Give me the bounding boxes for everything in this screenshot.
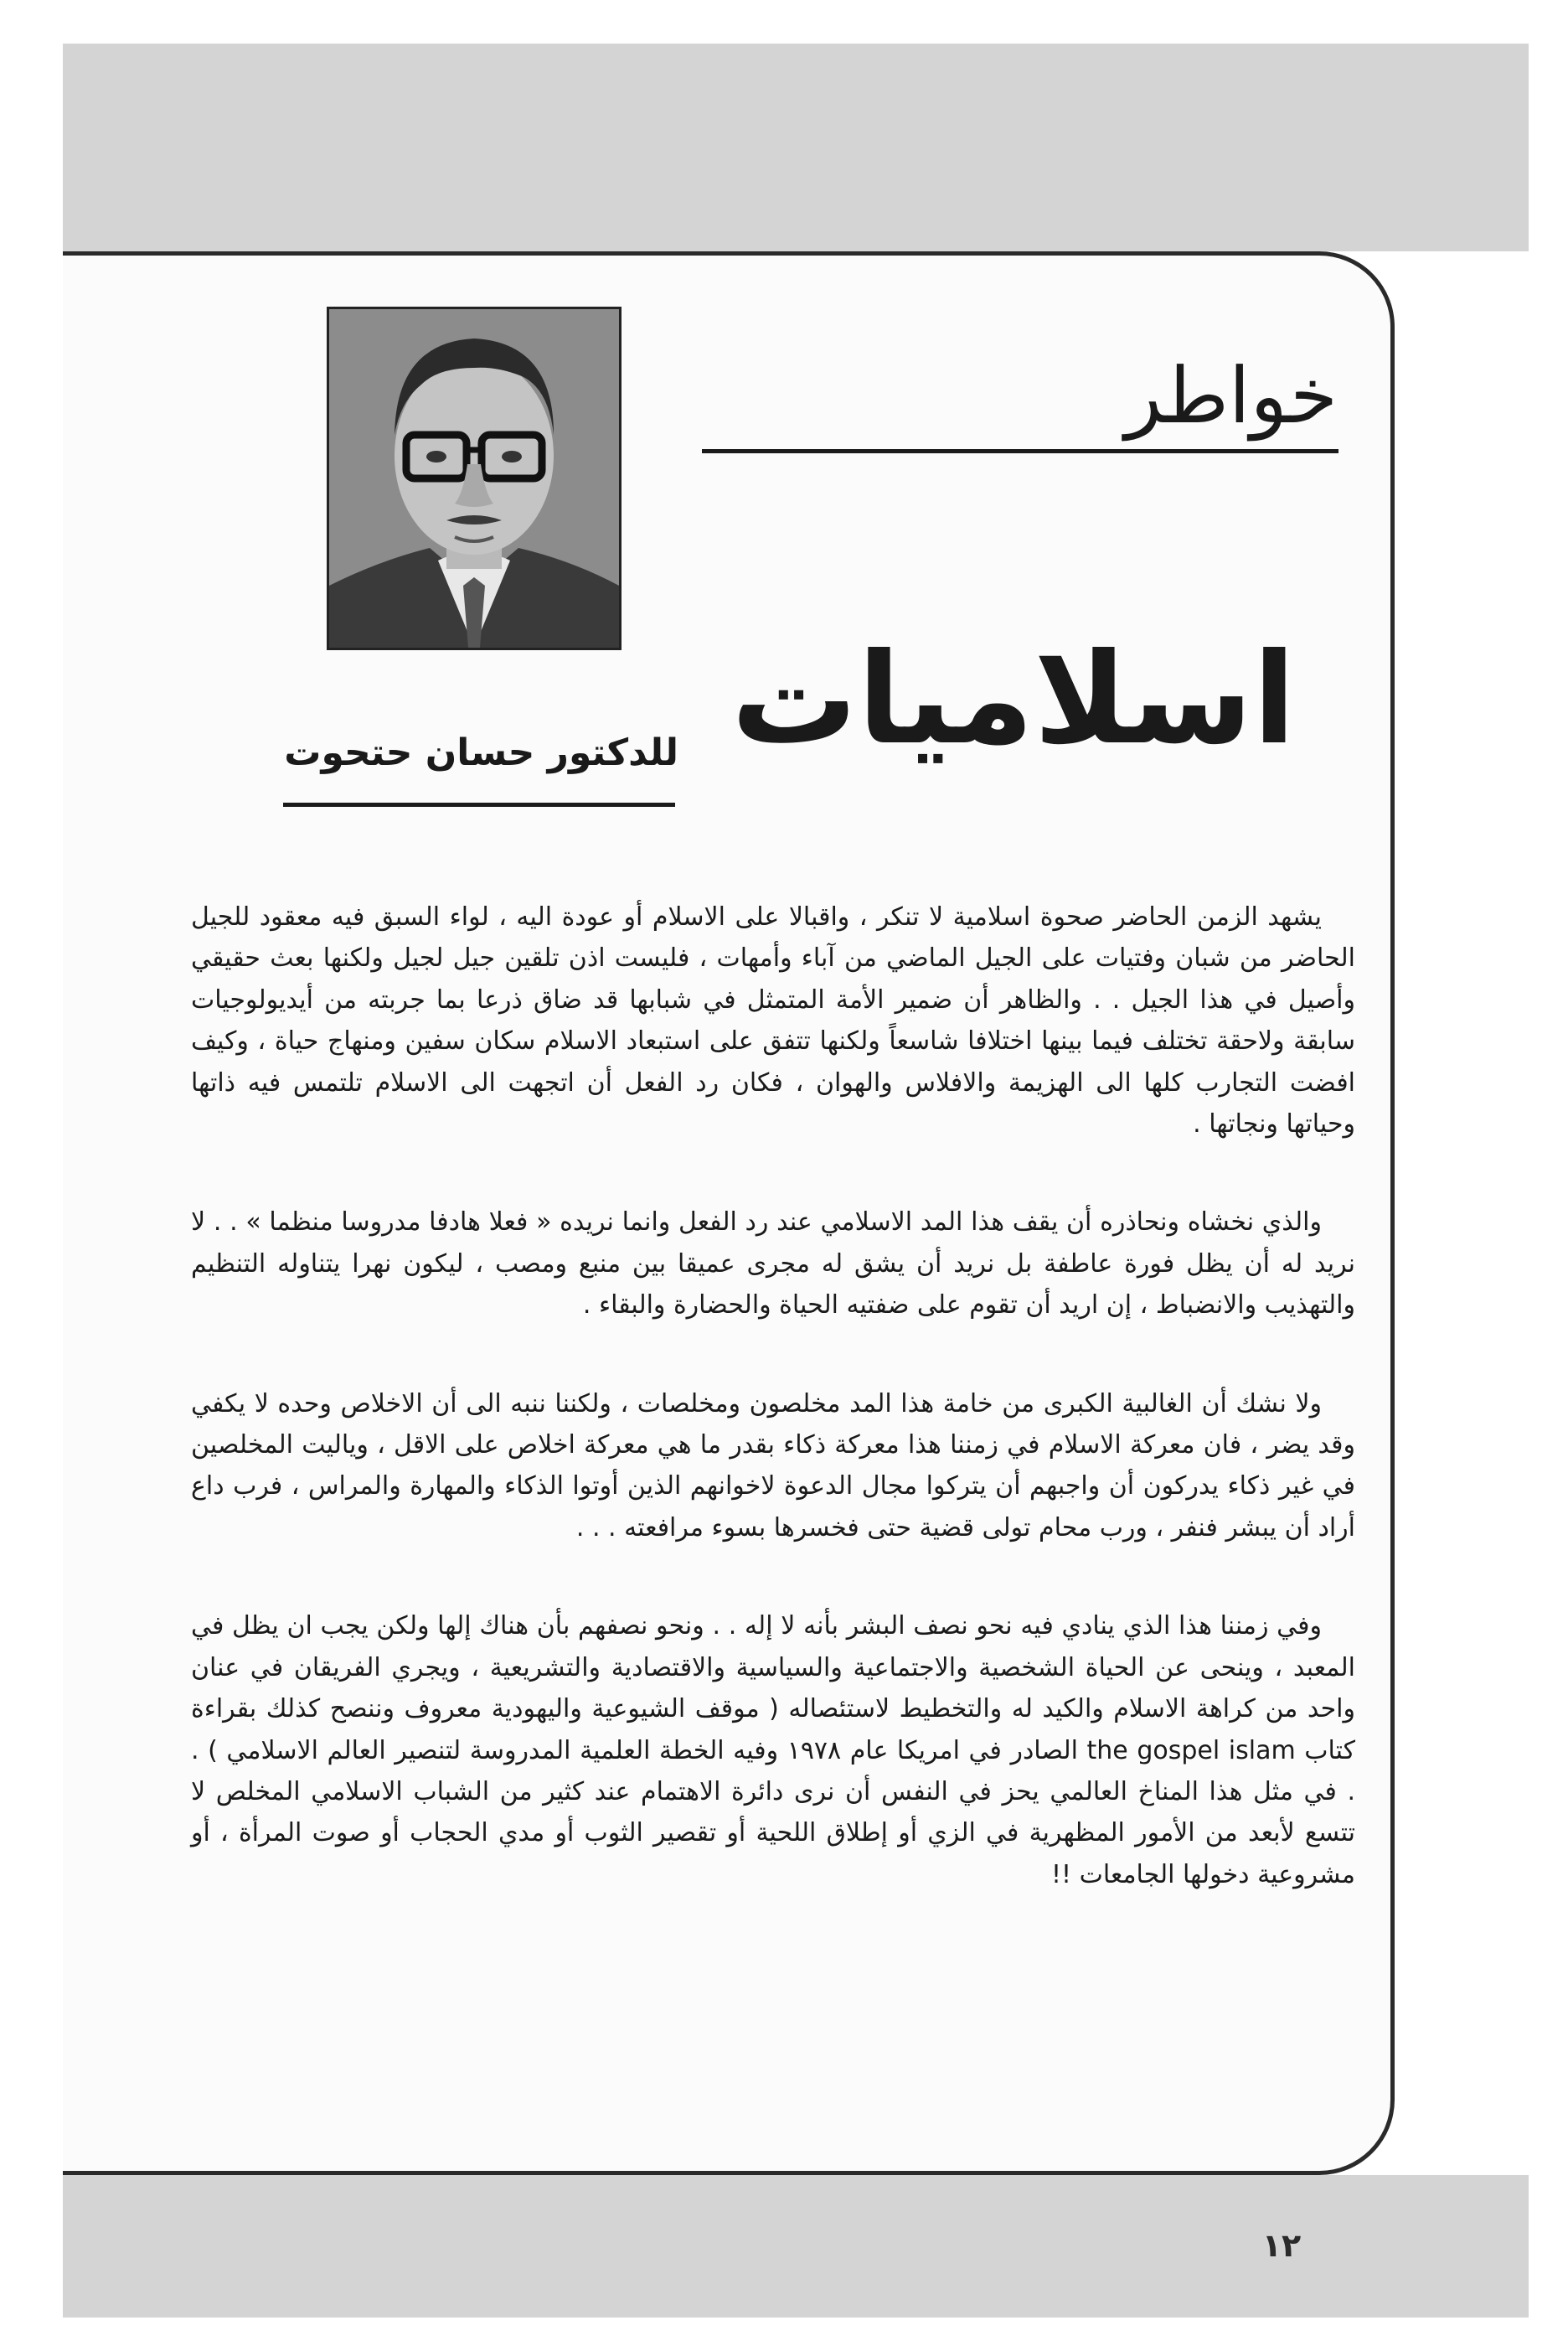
page-number: ١٢: [1261, 2227, 1302, 2264]
article-title: اسلاميات: [731, 627, 1296, 773]
article-body: [191, 897, 1355, 2095]
section-divider: [702, 449, 1338, 453]
section-title: خواطر: [1125, 351, 1338, 441]
article-paragraph: والذي نخشاه ونحاذره أن يقف هذا المد الاسلامي عند رد الفعل وانما نريده « فعلا هادفا مدروسا منظما » . . لا نريد له أن يظل فورة عاطفة بل نريد أن يشق له مجرى عميقا بين منبع ومصب ، ليكون نهرا يتناوله التنظيم والتهذيب والانضباط ، إن اريد أن تقوم على ضفتيه الحياة والحضارة والبقاء .: [191, 1207, 1355, 1320]
portrait-illustration: [329, 309, 619, 648]
article-paragraph: ولا نشك أن الغالبية الكبرى من خامة هذا المد مخلصون ومخلصات ، ولكننا ننبه الى أن الاخلاص وحده لا يكفي وقد يضر ، فان معركة الاسلام في زمننا هذا معركة ذكاء بقدر ما هي معركة اخلاص على الاقل ، وياليت المخلصين في غير ذكاء يدركون أن واجبهم أن يتركوا مجال الدعوة لاخوانهم الذين أوتوا الذكاء والمهارة والمراس ، فرب داع أراد أن يبشر فنفر ، ورب محام تولى قضية حتى فخسرها بسوء مرافعته . . .: [191, 1388, 1355, 1542]
article-paragraph: يشهد الزمن الحاضر صحوة اسلامية لا تنكر ، واقبالا على الاسلام أو عودة اليه ، لواء السبق فيه معقود للجيل الحاضر من شبان وفتيات على الجيل الماضي من آباء وأمهات ، فليست اذن تلقين جيل لجيل ولكنها بعث حقيقي وأصيل في هذا الجيل . . والظاهر أن ضمير الأمة المتمثل في شبابها قد ضاق ذرعا بما جربته من أيديولوجيات سابقة ولاحقة تختلف فيما بينها اختلافا شاسعاً ولكنها تتفق على استبعاد الاسلام سكان سفين ومنهاج حياة ، وكيف افضت التجارب كلها الى الهزيمة والافلاس والهوان ، فكان رد الفعل أن اتجهت الى الاسلام تلتمس فيه ذاتها وحياتها ونجاتها .: [191, 902, 1355, 1139]
author-byline: للدكتور حسان حتحوت: [284, 731, 678, 774]
byline-divider: [283, 803, 675, 807]
author-portrait: [327, 307, 622, 650]
scan-border-top: [63, 44, 1529, 251]
article-paragraph: وفي زمننا هذا الذي ينادي فيه نحو نصف البشر بأنه لا إله . . ونحو نصفهم بأن هناك إلها ولكن يجب ان يظل في المعبد ، وينحى عن الحياة الشخصية والاجتماعية والسياسية والاقتصادية والتشريعية ، ويجري الفريقان في عنان واحد من كراهة الاسلام والكيد له والتخطيط لاستئصاله ( موقف الشيوعية واليهودية معروف وننصح كذلك بقراءة كتاب the gospel islam الصادر في امريكا عام ١٩٧٨ وفيه الخطة العلمية المدروسة لتنصير العالم الاسلامي ) . . في مثل هذا المناخ العالمي يحز في النفس أن نرى دائرة الاهتمام عند كثير من الشباب الاسلامي المخلص لا تتسع لأبعد من الأمور المظهرية في الزي أو إطلاق اللحية أو تقصير الثوب أو مدي الحجاب أو صوت المرأة ، أو مشروعية دخولها الجامعات !!: [191, 1611, 1355, 1889]
